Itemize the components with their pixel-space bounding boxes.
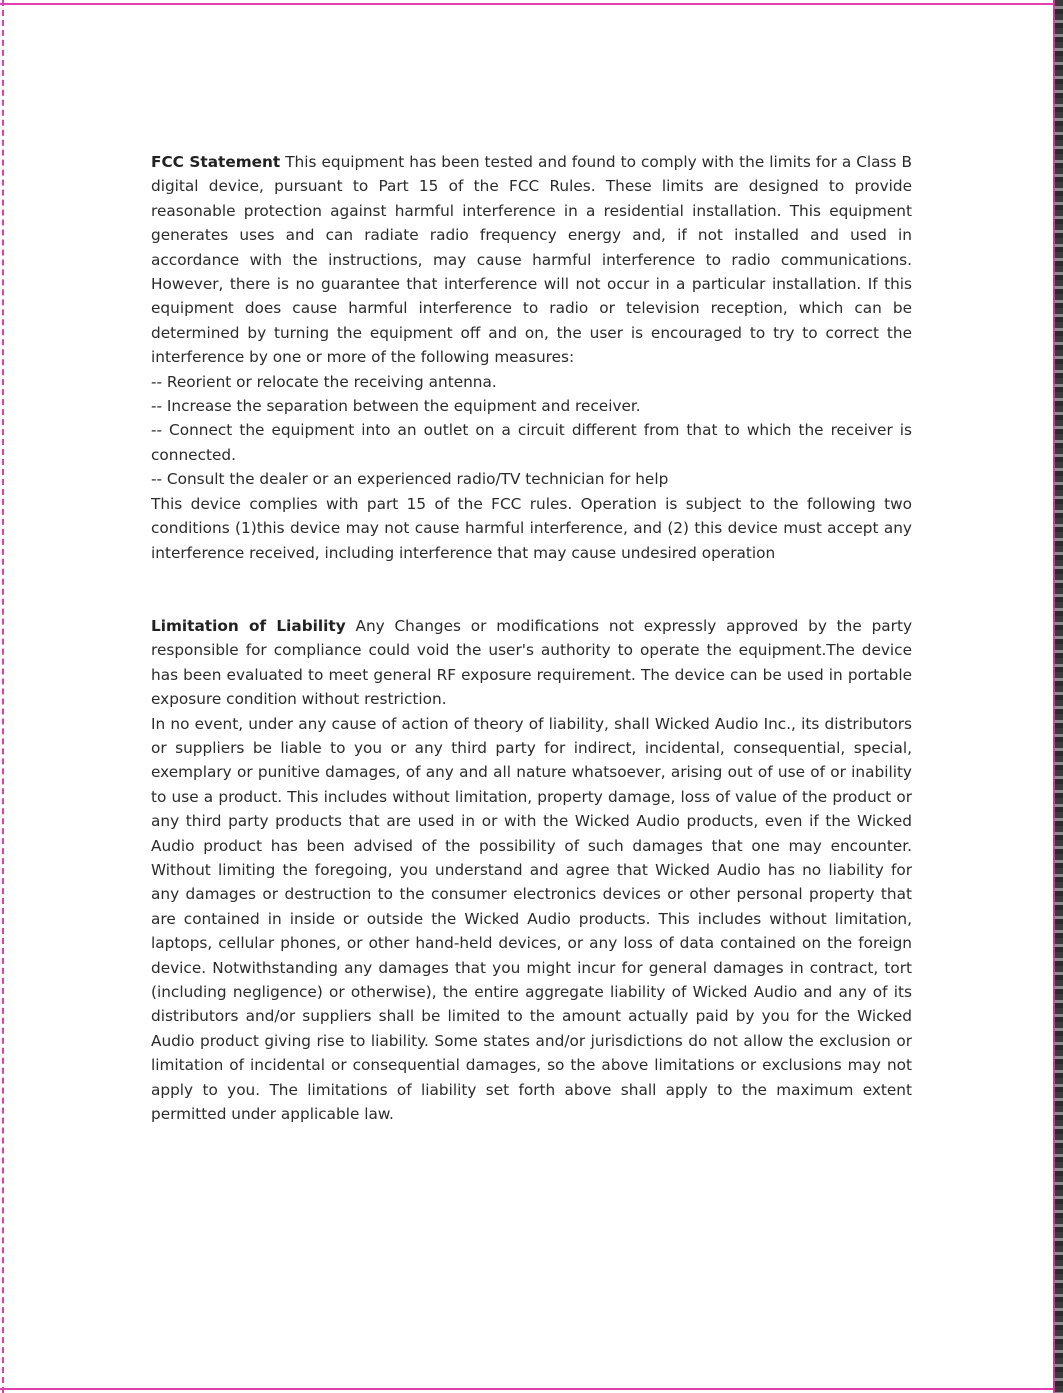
section-spacer: [151, 565, 912, 614]
trim-line-bottom: [0, 1388, 1053, 1390]
fcc-intro-text: This equipment has been tested and found to comply with the limits for a Class B digital device, pursuant to Part 15 of the FCC Rules. These limits are designed to provide reasonable protection against harmful interference in a residential installation. This equipment generates uses and can radiate radio frequency energy and, if not installed and used in accordance with the instructions, may cause harmful interference to radio communications. However, there is no guarantee that interference will not occur in a particular installation. If this equipment does cause harmful interference to radio or television reception, which can be determined by turning the equipment off and on, the user is encouraged to try to correct the interference by one or more of the following measures:: [151, 153, 912, 367]
fcc-statement-section: [151, 150, 912, 565]
liability-heading: Limitation of Liability: [151, 616, 346, 635]
trim-line-right: [1053, 0, 1055, 1393]
fcc-measure-item: -- Reorient or relocate the receiving antenna.: [151, 372, 497, 391]
fcc-measure-item: -- Consult the dealer or an experienced radio/TV technician for help: [151, 470, 669, 489]
liability-intro-paragraph: [151, 614, 912, 712]
document-body: [151, 150, 912, 1126]
fcc-intro-paragraph: [151, 150, 912, 370]
fcc-heading: FCC Statement: [151, 153, 281, 171]
trim-line-top: [0, 3, 1053, 5]
fcc-measure-item: -- Increase the separation between the equipment and receiver.: [151, 397, 641, 416]
trim-line-left: [2, 0, 4, 1393]
fcc-compliance-paragraph: This device complies with part 15 of the FCC rules. Operation is subject to the following two conditions (1)this device may not cause harmful interference, and (2) this device must accept any interference received, including interference that may cause undesired operation: [151, 494, 912, 562]
limitation-of-liability-section: [151, 614, 912, 1127]
fcc-measure-item: -- Connect the equipment into an outlet on a circuit different from that to which the receiver is connected.: [151, 421, 912, 464]
liability-body-paragraph: In no event, under any cause of action of theory of liability, shall Wicked Audio Inc., its distributors or suppliers be liable to you or any third party for indirect, incidental, consequential, special, exemplary or punitive damages, of any and all nature whatsoever, arising out of use of or inability to use a product. This includes without limitation, property damage, loss of value of the product or any third party products that are used in or with the Wicked Audio products, even if the Wicked Audio product has been advised of the possibility of such damages that one may encounter. Without limiting the foregoing, you understand and agree that Wicked Audio has no liability for any damages or destruction to the consumer electronics devices or other personal property that are contained in inside or outside the Wicked Audio products. This includes without limitation, laptops, cellular phones, or other hand-held devices, or any loss of data contained on the foreign device. Notwithstanding any damages that you might incur for general damages in contract, tort (including negligence) or otherwise), the entire aggregate liability of Wicked Audio and any of its distributors and/or suppliers shall be limited to the amount actually paid by you for the Wicked Audio product giving rise to liability. Some states and/or jurisdictions do not allow the exclusion or limitation of incidental or consequential damages, so the above limitations or exclusions may not apply to you. The limitations of liability set forth above shall apply to the maximum extent permitted under applicable law.: [151, 714, 912, 1124]
liability-intro-text: Any Changes or modifications not expressly approved by the party responsible for compliance could void the user's authority to operate the equipment.The device has been evaluated to meet general RF exposure requirement. The device can be used in portable exposure condition without restriction.: [151, 616, 912, 709]
